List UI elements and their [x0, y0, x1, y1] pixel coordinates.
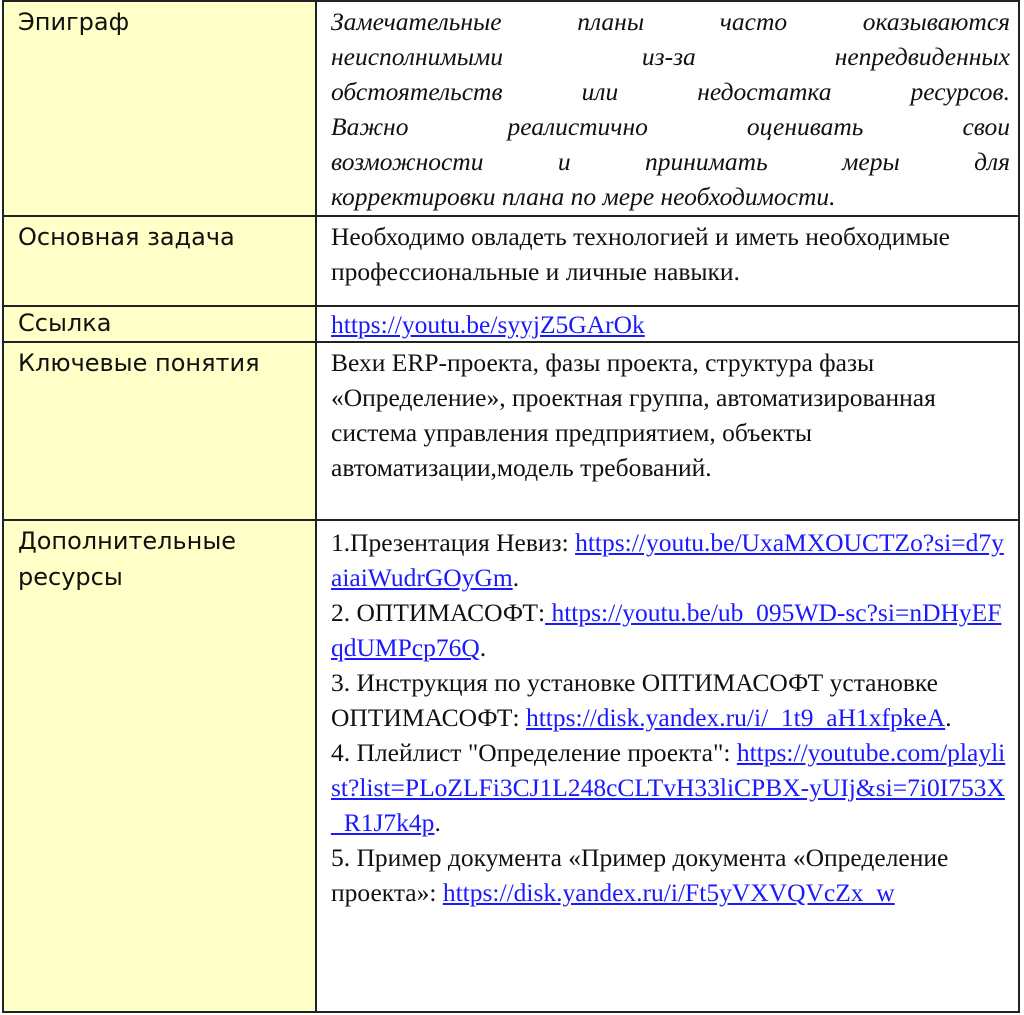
epigraph-line: Замечательные планы часто оказываются	[331, 7, 1010, 36]
label-epigraph: Эпиграф	[3, 1, 316, 216]
epigraph-text	[316, 1, 1019, 216]
resource-item	[331, 595, 1010, 665]
label-task: Основная задача	[3, 216, 316, 306]
resource-text: 2. ОПТИМАСОФТ:	[331, 598, 546, 627]
epigraph-line: Важно реалистично оценивать свои	[331, 112, 1010, 141]
resource-item	[331, 665, 1010, 735]
main-video-link[interactable]: https://youtu.be/syyjZ5GArOk	[331, 310, 645, 339]
resource-end: .	[945, 703, 952, 732]
resource-text: 4. Плейлист "Определение проекта":	[331, 738, 731, 767]
row-link	[3, 306, 1019, 342]
row-epigraph	[3, 1, 1019, 216]
resource-link[interactable]: https://youtu.be/ub_095WD-sc?si=nDHyEFqdUMPcp76Q	[331, 598, 1002, 662]
concepts-text: Вехи ERP-проекта, фазы проекта, структура фазы «Определение», проектная группа, автоматизированная система управления предприятием, объекты автоматизации,модель требований.	[316, 342, 1019, 520]
label-link: Ссылка	[3, 306, 316, 342]
task-text: Необходимо овладеть технологией и иметь необходимые профессиональные и личные навыки.	[316, 216, 1019, 306]
resource-item	[331, 525, 1010, 595]
epigraph-line: возможности и принимать меры для	[331, 147, 1010, 176]
resource-link[interactable]: https://disk.yandex.ru/i/Ft5yVXVQVcZx_w	[442, 878, 895, 907]
resource-text: 3. Инструкция по установке ОПТИМАСОФТ установке ОПТИМАСОФТ:	[331, 668, 938, 732]
resource-item	[331, 840, 1010, 910]
resource-end: .	[434, 808, 441, 837]
row-resources	[3, 520, 1019, 1012]
resource-end: .	[479, 633, 487, 662]
label-resources: Дополнительные ресурсы	[3, 520, 316, 1012]
label-concepts: Ключевые понятия	[3, 342, 316, 520]
row-concepts	[3, 342, 1019, 520]
resource-link[interactable]: https://youtu.be/UxaMXOUCTZo?si=d7yaiaiWudrGOyGm	[331, 528, 1004, 592]
epigraph-line: неисполнимыми из-за непредвиденных	[331, 42, 1010, 71]
resource-item	[331, 735, 1010, 840]
resource-text: 5. Пример документа «Пример документа «Определение проекта»:	[331, 843, 949, 907]
row-task	[3, 216, 1019, 306]
resources-list	[316, 520, 1019, 1012]
resource-end: .	[512, 563, 520, 592]
resource-text: 1.Презентация Невиз:	[331, 528, 569, 557]
epigraph-line: обстоятельств или недостатка ресурсов.	[331, 77, 1010, 106]
resource-link[interactable]: https://youtube.com/playlist?list=PLoZLFi3CJ1L248cCLTvH33liCPBX-yUIj&si=7i0I753X_R1J7k4p	[331, 738, 1006, 837]
resource-link[interactable]: https://disk.yandex.ru/i/_1t9_aH1xfpkeA	[525, 703, 946, 732]
info-table	[2, 0, 1020, 1013]
epigraph-line: корректировки плана по мере необходимости.	[331, 182, 836, 211]
